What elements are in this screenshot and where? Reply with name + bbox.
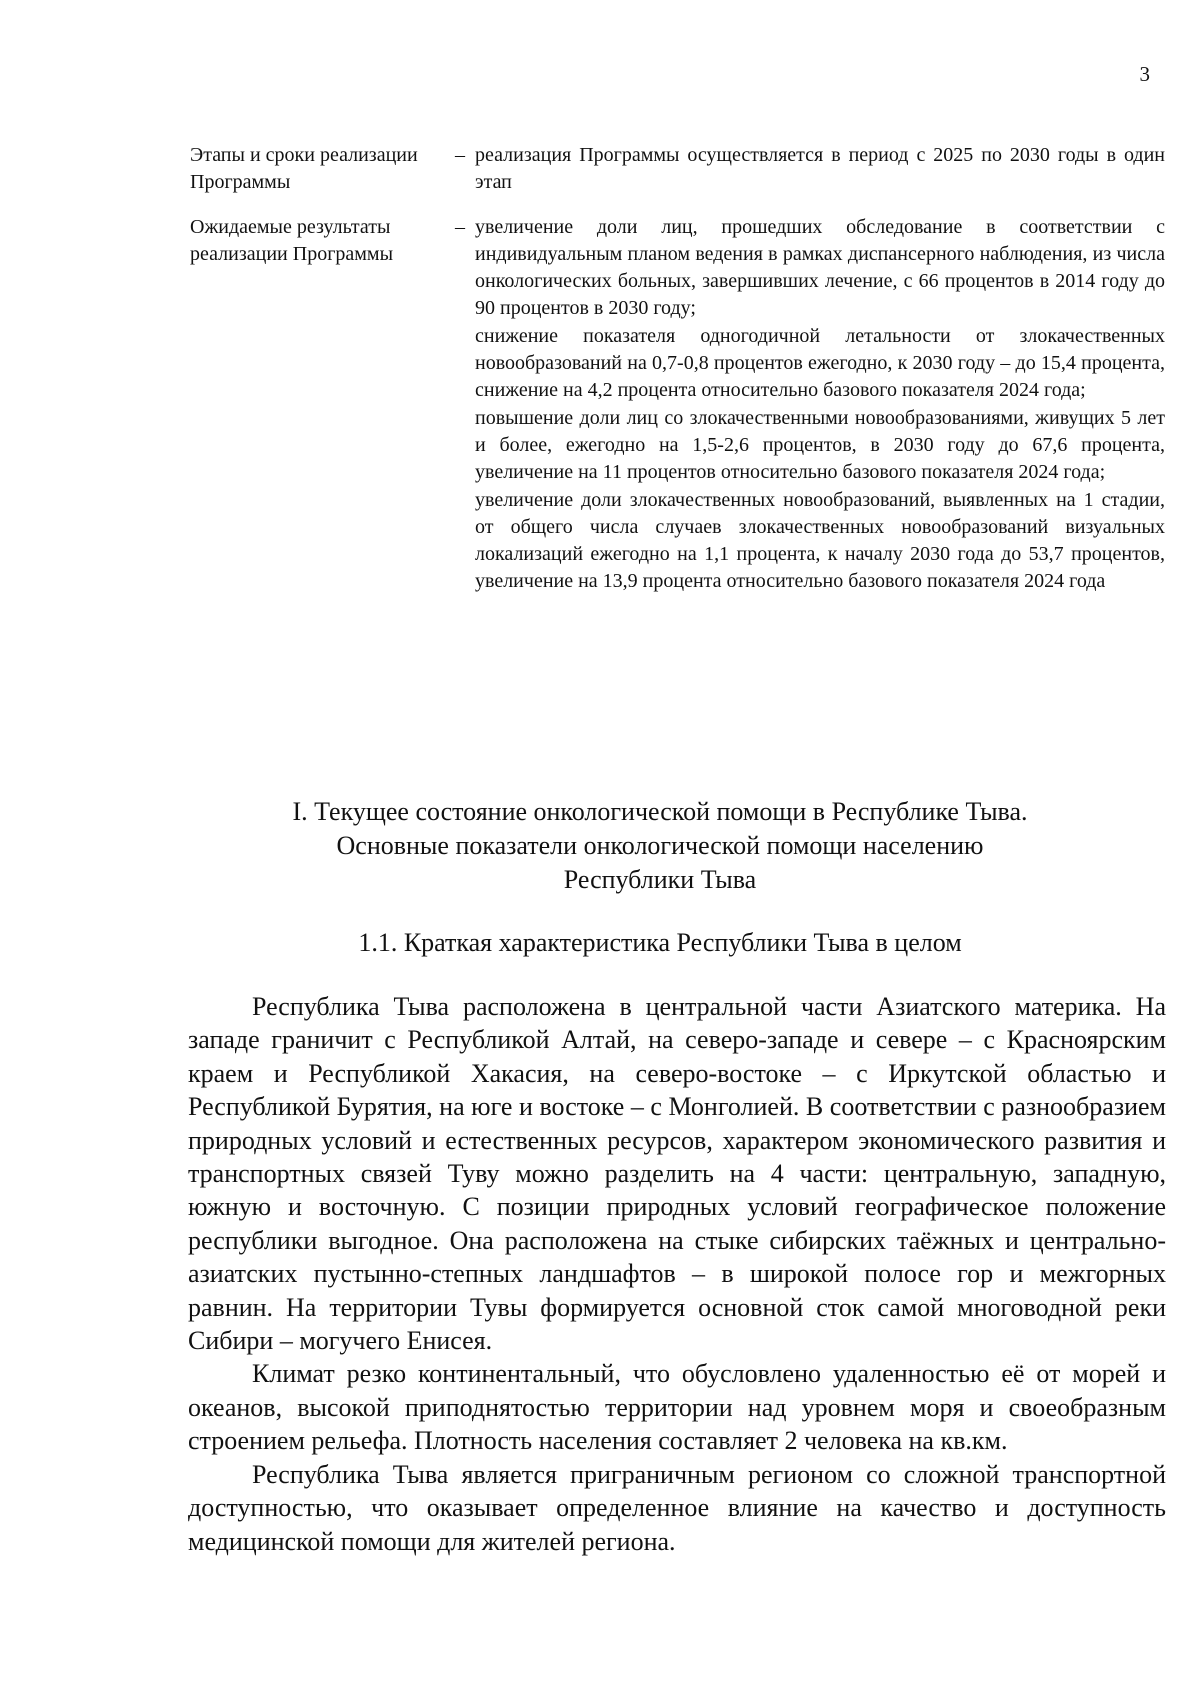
- section-heading: [150, 795, 1170, 897]
- passport-item: реализация Программы осуществляется в период с 2025 по 2030 годы в один этап: [475, 144, 1165, 194]
- subsection-heading: 1.1. Краткая характеристика Республики Тыва в целом: [358, 928, 962, 957]
- page-number: 3: [1139, 62, 1150, 86]
- passport-item: увеличение доли лиц, прошедших обследование в соответствии с индивидуальным планом ведения в рамках диспансерного наблюдения, из числа онкологических больных, завершивших лечение, с 66 процентов в 2014 году до 90 процентов в 2030 году;: [475, 215, 1165, 320]
- passport-item: снижение показателя одногодичной летальности от злокачественных новообразований на 0,7-0,8 процентов ежегодно, к 2030 году – до 15,4 процента, снижение на 4,2 процента относительно базового показателя 2024 года;: [475, 324, 1165, 402]
- passport-row-results: [190, 214, 1165, 596]
- passport-dash: –: [455, 215, 465, 238]
- section-heading-line: Республики Тыва: [563, 865, 757, 894]
- passport-row-stages: [190, 142, 1165, 197]
- paragraph: Климат резко континентальный, что обусловлено удаленностью её от морей и океанов, высокой приподнятостью территории над уровнем моря и своеобразным строением рельефа. Плотность населения составляет 2 человека на кв.км.: [188, 1359, 1166, 1456]
- passport-label: Ожидаемые результаты реализации Программы: [190, 215, 394, 265]
- passport-dash: –: [455, 144, 465, 166]
- passport-item: повышение доли лиц со злокачественными новообразованиями, живущих 5 лет и более, ежегодно на 1,5-2,6 процентов, в 2030 году до 67,6 процента, увеличение на 11 процентов относительно базового показателя 2024 года;: [475, 406, 1165, 484]
- passport-value: [475, 214, 1165, 596]
- section-heading-line: I. Текущее состояние онкологической помощи в Республике Тыва.: [292, 797, 1028, 826]
- paragraph: Республика Тыва является приграничным регионом со сложной транспортной доступностью, что оказывает определенное влияние на качество и доступность медицинской помощи для жителей региона.: [188, 1459, 1166, 1556]
- passport-value: [475, 142, 1165, 197]
- passport-item: увеличение доли злокачественных новообразований, выявленных на 1 стадии, от общего числа случаев злокачественных новообразований визуальных локализаций ежегодно на 1,1 процента, к началу 2030 года до 53,7 процентов, увеличение на 13,9 процента относительно базового показателя 2024 года: [475, 488, 1165, 593]
- body-text: [188, 990, 1166, 1558]
- program-passport-table: [190, 142, 1165, 613]
- passport-label: Этапы и сроки реализации Программы: [190, 144, 418, 193]
- section-heading-line: Основные показатели онкологической помощи населению: [336, 831, 984, 860]
- paragraph: Республика Тыва расположена в центральной части Азиатского материка. На западе граничит с Республикой Алтай, на северо-западе и севере – с Красноярским краем и Республикой Хакасия, на северо-востоке – с Иркутской областью и Республикой Бурятия, на юге и востоке – с Монголией. В соответствии с разнообразием природных условий и естественных ресурсов, характером экономического развития и транспортных связей Туву можно разделить на 4 части: центральную, западную, южную и восточную. С позиции природных условий географическое положение республики выгодное. Она расположена на стыке сибирских таёжных и центрально-азиатских пустынно-степных ландшафтов – в широкой полосе гор и межгорных равнин. На территории Тувы формируется основной сток самой многоводной реки Сибири – могучего Енисея.: [188, 992, 1166, 1356]
